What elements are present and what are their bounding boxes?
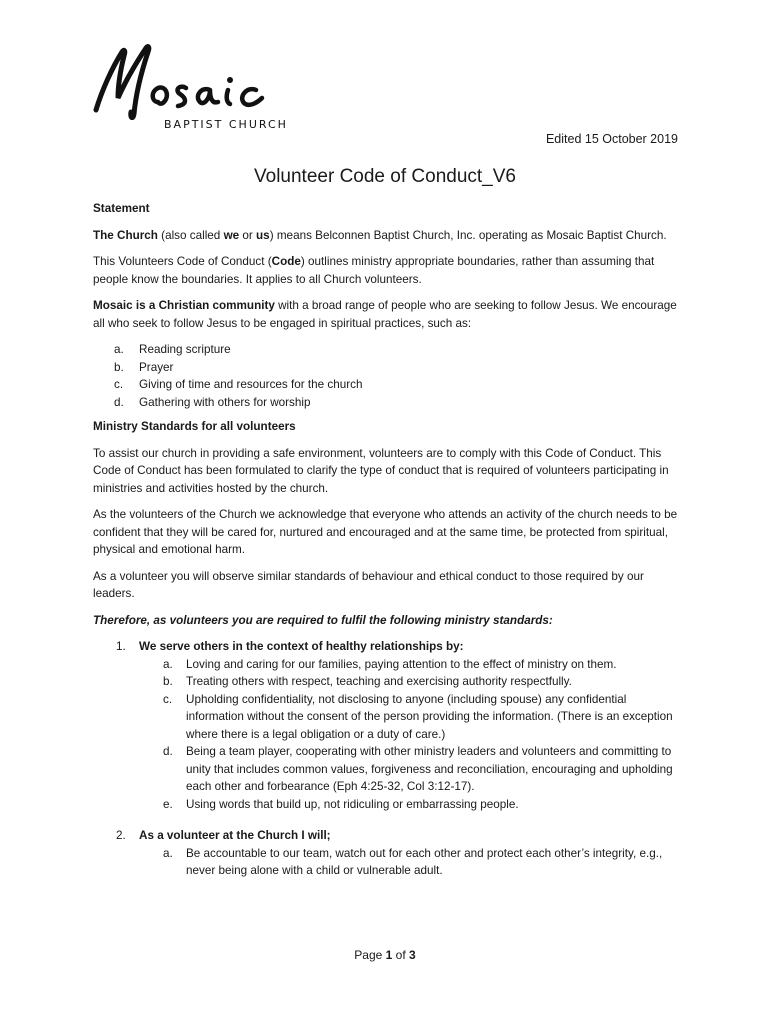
list-marker: e. bbox=[163, 797, 173, 811]
list-marker: c. bbox=[163, 692, 173, 706]
list-marker: a. bbox=[163, 657, 173, 671]
standards-paragraph-3: As a volunteer you will observe similar standards of behaviour and ethical conduct to those required by our leaders. bbox=[93, 569, 644, 600]
church-definition-paragraph bbox=[93, 227, 679, 245]
standards-heading: Ministry Standards for all volunteers bbox=[93, 420, 296, 433]
page-of: of bbox=[392, 948, 410, 962]
list-item-text: Being a team player, cooperating with other ministry leaders and volunteers and committing to unity that includes common values, forgiveness and reconciliation, encouraging and upholding each other and forbearance (Eph 4:25-32, Col 3:12-17). bbox=[186, 745, 673, 793]
page-prefix: Page bbox=[354, 948, 386, 962]
bold-the-church: The Church bbox=[93, 228, 158, 242]
text-segment: This Volunteers Code of Conduct ( bbox=[93, 255, 272, 268]
text-segment: ) means Belconnen Baptist Church, Inc. operating as Mosaic Baptist Church. bbox=[269, 228, 667, 242]
document-title: Volunteer Code of Conduct_V6 bbox=[254, 166, 516, 187]
list-item bbox=[93, 656, 679, 674]
list-item bbox=[93, 341, 679, 359]
list-item-text: Giving of time and resources for the church bbox=[139, 378, 363, 391]
spiritual-practices-list bbox=[93, 341, 679, 411]
mosaic-logo bbox=[88, 40, 288, 145]
standard-item-1 bbox=[93, 638, 679, 656]
standard-title: As a volunteer at the Church I will; bbox=[139, 829, 331, 842]
therefore-statement: Therefore, as volunteers you are required to fulfil the following ministry standards: bbox=[93, 613, 553, 627]
standard-title: We serve others in the context of healthy relationships by: bbox=[139, 640, 464, 653]
standards-paragraph-1: To assist our church in providing a safe environment, volunteers are to comply with this Code of Conduct. This Code of Conduct has been formulated to clarify the type of conduct that is required of volunteers participating in ministries and activities hosted by the church. bbox=[93, 446, 669, 495]
list-item bbox=[93, 376, 679, 394]
list-item bbox=[93, 845, 679, 880]
logo-subtitle: BAPTIST CHURCH bbox=[164, 118, 288, 131]
list-item-text: Loving and caring for our families, paying attention to the effect of ministry on them. bbox=[186, 657, 617, 671]
statement-heading: Statement bbox=[93, 202, 150, 215]
bold-we: we bbox=[223, 228, 240, 242]
list-item-text: Using words that build up, not ridiculing or embarrassing people. bbox=[186, 797, 519, 811]
current-page: 1 bbox=[385, 948, 393, 962]
list-marker: c. bbox=[114, 378, 124, 391]
list-item-text: Be accountable to our team, watch out for each other and protect each other’s integrity, e.g., never being alone with a child or vulnerable adult. bbox=[186, 846, 663, 877]
list-item bbox=[93, 691, 679, 744]
list-item bbox=[93, 743, 679, 796]
mosaic-script-wordmark bbox=[88, 40, 288, 120]
list-marker: 1. bbox=[116, 640, 126, 653]
edited-date: Edited 15 October 2019 bbox=[545, 132, 678, 146]
document-body bbox=[93, 200, 679, 880]
list-item bbox=[93, 394, 679, 412]
bold-us: us bbox=[256, 228, 270, 242]
list-marker: d. bbox=[163, 745, 173, 758]
list-marker: b. bbox=[114, 360, 124, 374]
list-marker: a. bbox=[163, 846, 173, 860]
list-item-text: Reading scripture bbox=[139, 343, 231, 356]
list-item bbox=[93, 796, 679, 814]
page-number bbox=[0, 948, 770, 962]
bold-code: Code bbox=[271, 255, 301, 268]
text-segment: (also called bbox=[157, 228, 224, 242]
list-marker: d. bbox=[114, 395, 124, 409]
list-item bbox=[93, 673, 679, 691]
bold-community: Mosaic is a Christian community bbox=[93, 299, 275, 312]
list-marker: 2. bbox=[116, 829, 126, 842]
list-item-text: Prayer bbox=[139, 360, 174, 374]
list-item-text: Upholding confidentiality, not disclosing to anyone (including spouse) any confidential information without the consent of the person providing the information. (There is an exception where there is a legal obligation or a duty of care.) bbox=[186, 692, 673, 741]
text-segment: with a broad range of people who are seeking to follow Jesus. We encourage all who seek to follow Jesus to be engaged in spiritual practices, such as: bbox=[93, 299, 677, 330]
list-marker: a. bbox=[114, 343, 124, 356]
community-paragraph bbox=[93, 297, 679, 332]
list-item bbox=[93, 359, 679, 377]
list-item-text: Gathering with others for worship bbox=[139, 395, 311, 409]
standard-2-sublist bbox=[93, 845, 679, 880]
list-marker: b. bbox=[163, 675, 173, 688]
list-item-text: Treating others with respect, teaching and exercising authority respectfully. bbox=[186, 675, 572, 688]
total-pages: 3 bbox=[409, 948, 416, 962]
text-segment: or bbox=[239, 228, 257, 242]
code-definition-paragraph bbox=[93, 253, 679, 288]
text-segment: ) outlines ministry appropriate boundaries, rather than assuming that people know the boundaries. It applies to all Church volunteers. bbox=[93, 255, 655, 286]
standard-1-sublist bbox=[93, 656, 679, 814]
standard-item-2 bbox=[93, 827, 679, 845]
standards-paragraph-2: As the volunteers of the Church we acknowledge that everyone who attends an activity of the church needs to be confident that they will be cared for, nurtured and encouraged and at the same time, be protected from spiritual, physical and emotional harm. bbox=[93, 508, 678, 556]
